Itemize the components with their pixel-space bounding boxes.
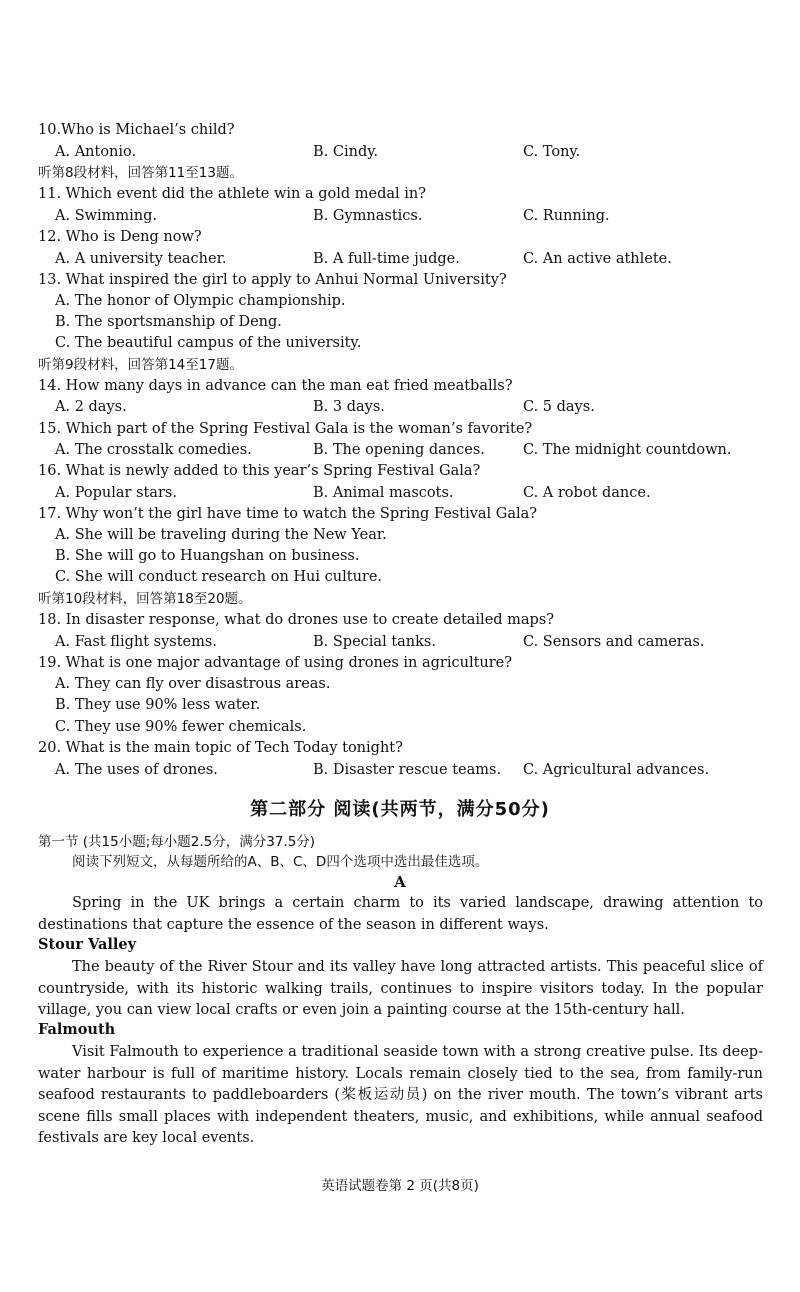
question-10-option-a: A. Antonio. bbox=[55, 144, 137, 160]
question-16-option-b: B. Animal mascots. bbox=[313, 485, 454, 501]
question-11-stem: 11. Which event did the athlete win a gold medal in? bbox=[38, 186, 427, 202]
question-13-stem: 13. What inspired the girl to apply to Anhui Normal University? bbox=[38, 272, 507, 288]
question-13-option-c: C. The beautiful campus of the university. bbox=[55, 335, 362, 351]
question-15-stem: 15. Which part of the Spring Festival Gala is the woman’s favorite? bbox=[38, 421, 533, 437]
question-20-option-a: A. The uses of drones. bbox=[55, 762, 218, 778]
section-1-title: 第一节 (共15小题;每小题2.5分，满分37.5分) bbox=[38, 834, 316, 850]
question-14-option-c: C. 5 days. bbox=[523, 399, 595, 415]
question-12-option-c: C. An active athlete. bbox=[523, 251, 672, 267]
question-10-option-b: B. Cindy. bbox=[313, 144, 379, 160]
question-10-stem: 10.Who is Michael’s child? bbox=[38, 122, 235, 138]
question-18-stem: 18. In disaster response, what do drones use to create detailed maps? bbox=[38, 612, 555, 628]
question-19-option-b: B. They use 90% less water. bbox=[55, 697, 261, 713]
question-17-option-a: A. She will be traveling during the New Year. bbox=[55, 527, 387, 543]
question-14-stem: 14. How many days in advance can the man eat fried meatballs? bbox=[38, 378, 513, 394]
question-17-option-b: B. She will go to Huangshan on business. bbox=[55, 548, 360, 564]
question-15-option-b: B. The opening dances. bbox=[313, 442, 485, 458]
section-9-instruction: 听第9段材料，回答第14至17题。 bbox=[38, 357, 243, 373]
question-14-option-b: B. 3 days. bbox=[313, 399, 385, 415]
reading-instruction: 阅读下列短文，从每题所给的A、B、C、D四个选项中选出最佳选项。 bbox=[72, 854, 489, 870]
question-10-option-c: C. Tony. bbox=[523, 144, 581, 160]
question-14-option-a: A. 2 days. bbox=[55, 399, 127, 415]
section-10-instruction: 听第10段材料，回答第18至20题。 bbox=[38, 591, 252, 607]
question-16-option-a: A. Popular stars. bbox=[55, 485, 177, 501]
question-13-option-b: B. The sportsmanship of Deng. bbox=[55, 314, 282, 330]
question-20-option-c: C. Agricultural advances. bbox=[523, 762, 710, 778]
question-15-option-a: A. The crosstalk comedies. bbox=[55, 442, 252, 458]
question-17-stem: 17. Why won’t the girl have time to watch the Spring Festival Gala? bbox=[38, 506, 538, 522]
falmouth-title: Falmouth bbox=[38, 1021, 116, 1038]
stour-valley-text: The beauty of the River Stour and its valley have long attracted artists. This peaceful slice of countryside, with its historic walking trails, continues to inspire visitors today. In the popular village, you can view local crafts or even join a painting course at the 15th-century hall. bbox=[38, 959, 763, 1018]
question-19-option-a: A. They can fly over disastrous areas. bbox=[55, 676, 331, 692]
question-16-option-c: C. A robot dance. bbox=[523, 485, 651, 501]
question-12-option-a: A. A university teacher. bbox=[55, 251, 227, 267]
question-13-option-a: A. The honor of Olympic championship. bbox=[55, 293, 346, 309]
passage-intro: Spring in the UK brings a certain charm to its varied landscape, drawing attention to destinations that capture the essence of the season in different ways. bbox=[38, 895, 763, 933]
question-11-option-b: B. Gymnastics. bbox=[313, 208, 423, 224]
falmouth-text: Visit Falmouth to experience a traditional seaside town with a strong creative pulse. Its deep-water harbour is full of maritime history. Locals remain closely tied to the sea, from family-run seafood restaurants to paddleboarders (桨板运动员) on the river mouth. The town’s vibrant arts scene fills small places with independent theaters, music, and exhibitions, while annual seafood festivals are key local events. bbox=[38, 1044, 763, 1146]
page-footer: 英语试题卷第 2 页(共8页) bbox=[321, 1178, 479, 1194]
question-19-option-c: C. They use 90% fewer chemicals. bbox=[55, 719, 307, 735]
question-11-option-a: A. Swimming. bbox=[55, 208, 158, 224]
question-19-stem: 19. What is one major advantage of using drones in agriculture? bbox=[38, 655, 513, 671]
question-12-option-b: B. A full-time judge. bbox=[313, 251, 460, 267]
question-11-option-c: C. Running. bbox=[523, 208, 610, 224]
question-18-option-a: A. Fast flight systems. bbox=[55, 634, 217, 650]
question-15-option-c: C. The midnight countdown. bbox=[523, 442, 732, 458]
question-12-stem: 12. Who is Deng now? bbox=[38, 229, 202, 245]
section-8-instruction: 听第8段材料，回答第11至13题。 bbox=[38, 165, 243, 181]
question-20-stem: 20. What is the main topic of Tech Today tonight? bbox=[38, 740, 403, 756]
stour-valley-title: Stour Valley bbox=[38, 936, 137, 953]
question-20-option-b: B. Disaster rescue teams. bbox=[313, 762, 502, 778]
question-18-option-b: B. Special tanks. bbox=[313, 634, 436, 650]
part-2-heading: 第二部分 阅读(共两节，满分50分) bbox=[250, 799, 550, 820]
question-16-stem: 16. What is newly added to this year’s Spring Festival Gala? bbox=[38, 463, 481, 479]
passage-label: A bbox=[394, 873, 406, 891]
question-17-option-c: C. She will conduct research on Hui culture. bbox=[55, 569, 383, 585]
question-18-option-c: C. Sensors and cameras. bbox=[523, 634, 705, 650]
